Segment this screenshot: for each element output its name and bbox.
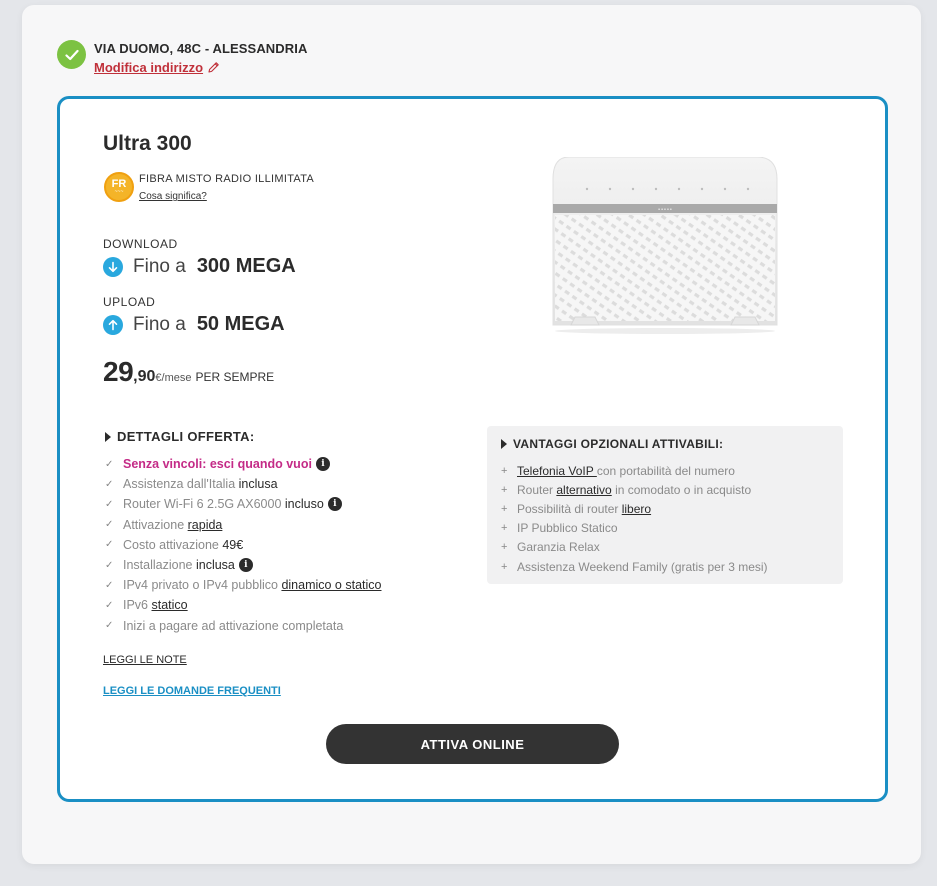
checkmark-icon: ✓ [105,478,114,490]
details-list [105,454,382,636]
list-item [105,515,382,535]
price-unit: €/mese [155,372,192,384]
fibra-radio-badge-icon: FR ~~~ [104,172,134,202]
plus-icon: + [501,560,508,573]
item-strong: inclusa [238,477,278,492]
download-prefix: Fino a [133,255,186,277]
item-text: IPv4 privato o IPv4 pubblico [123,578,282,593]
checkmark-icon: ✓ [105,620,114,632]
upload-label: UPLOAD [103,295,156,309]
download-value: 300 MEGA [196,255,296,277]
item-text: Senza vincoli: esci quando vuoi [123,457,312,472]
list-item [501,461,768,480]
item-text: Assistenza Weekend Family (gratis per 3 mesi) [517,559,768,574]
item-text-before: Router [517,482,557,497]
list-item [501,538,768,557]
item-text: Router Wi-Fi 6 2.5G AX6000 [123,497,285,512]
item-link[interactable]: libero [621,501,652,516]
upload-prefix: Fino a [133,313,186,335]
item-strong: 49€ [222,537,244,552]
list-item [501,557,768,576]
optional-benefits-panel [487,426,843,584]
arrow-up-icon [103,315,123,335]
activate-online-button[interactable]: ATTIVA ONLINE [326,724,619,764]
svg-text:•••••: ••••• [657,207,673,213]
item-text: con portabilità del numero [596,463,735,478]
plus-icon: + [501,522,508,535]
item-text: Assistenza dall'Italia [123,477,239,492]
address-title: VIA DUOMO, 48C - ALESSANDRIA [94,41,308,56]
item-strong: inclusa [195,558,235,573]
item-text-before: Possibilità di router [517,501,622,516]
list-item [105,595,382,615]
price [103,356,274,388]
list-item [105,616,382,636]
item-link[interactable]: dinamico o statico [281,578,382,593]
arrow-down-icon [103,257,123,277]
list-item [105,575,382,595]
list-item [501,480,768,499]
checkmark-icon: ✓ [105,559,114,571]
list-item [501,519,768,538]
caret-right-icon [501,439,507,449]
download-speed [103,255,296,278]
item-text: Attivazione [123,517,188,532]
upload-value: 50 MEGA [196,313,285,335]
edit-address-label: Modifica indirizzo [94,60,204,75]
read-notes-link[interactable]: LEGGI LE NOTE [103,654,187,666]
list-item [105,474,382,494]
check-icon [57,40,86,69]
offer-card [57,96,888,802]
plus-icon: + [501,464,508,477]
item-link[interactable]: statico [151,598,188,613]
item-link[interactable]: rapida [187,517,223,532]
upload-speed [103,313,285,336]
item-text: Costo attivazione [123,537,223,552]
list-item [105,494,382,514]
checkmark-icon: ✓ [105,498,114,510]
optional-list [501,461,768,576]
list-item [105,454,382,474]
offer-title: Ultra 300 [103,132,192,155]
checkmark-icon: ✓ [105,599,114,611]
item-text: Garanzia Relax [517,540,600,555]
plus-icon: + [501,541,508,554]
list-item [105,555,382,575]
plus-icon: + [501,483,508,496]
checkmark-icon: ✓ [105,539,114,551]
item-link[interactable]: Telefonia VoIP [517,463,597,478]
info-icon[interactable]: i [239,558,253,572]
caret-right-icon [105,432,111,442]
details-heading-label: DETTAGLI OFFERTA: [117,429,255,444]
price-decimal: ,90 [133,368,156,385]
pencil-icon [207,61,220,74]
router-image [549,157,781,337]
edit-address-link[interactable] [94,60,220,75]
item-text: Inizi a pagare ad attivazione completata [123,618,344,633]
item-text: IPv6 [123,598,152,613]
item-link[interactable]: alternativo [556,482,612,497]
list-item [105,535,382,555]
info-icon[interactable]: i [316,457,330,471]
item-text: in comodato o in acquisto [611,482,752,497]
item-text: IP Pubblico Statico [517,521,618,536]
read-faq-link[interactable]: LEGGI LE DOMANDE FREQUENTI [103,685,281,697]
price-integer: 29 [103,356,134,387]
download-label: DOWNLOAD [103,237,178,251]
checkmark-icon: ✓ [105,579,114,591]
details-heading[interactable] [105,429,255,444]
info-icon[interactable]: i [328,497,342,511]
item-strong: incluso [284,497,324,512]
technology-info-link[interactable]: Cosa significa? [139,191,207,202]
checkmark-icon: ✓ [105,458,114,470]
list-item [501,499,768,518]
price-note: PER SEMPRE [195,370,275,384]
item-text: Installazione [123,558,196,573]
optional-heading[interactable] [501,437,723,451]
optional-heading-label: VANTAGGI OPZIONALI ATTIVABILI: [513,437,724,451]
checkmark-icon: ✓ [105,519,114,531]
technology-label: FIBRA MISTO RADIO ILLIMITATA [139,173,315,185]
plus-icon: + [501,502,508,515]
badge-text: FR [111,177,127,190]
